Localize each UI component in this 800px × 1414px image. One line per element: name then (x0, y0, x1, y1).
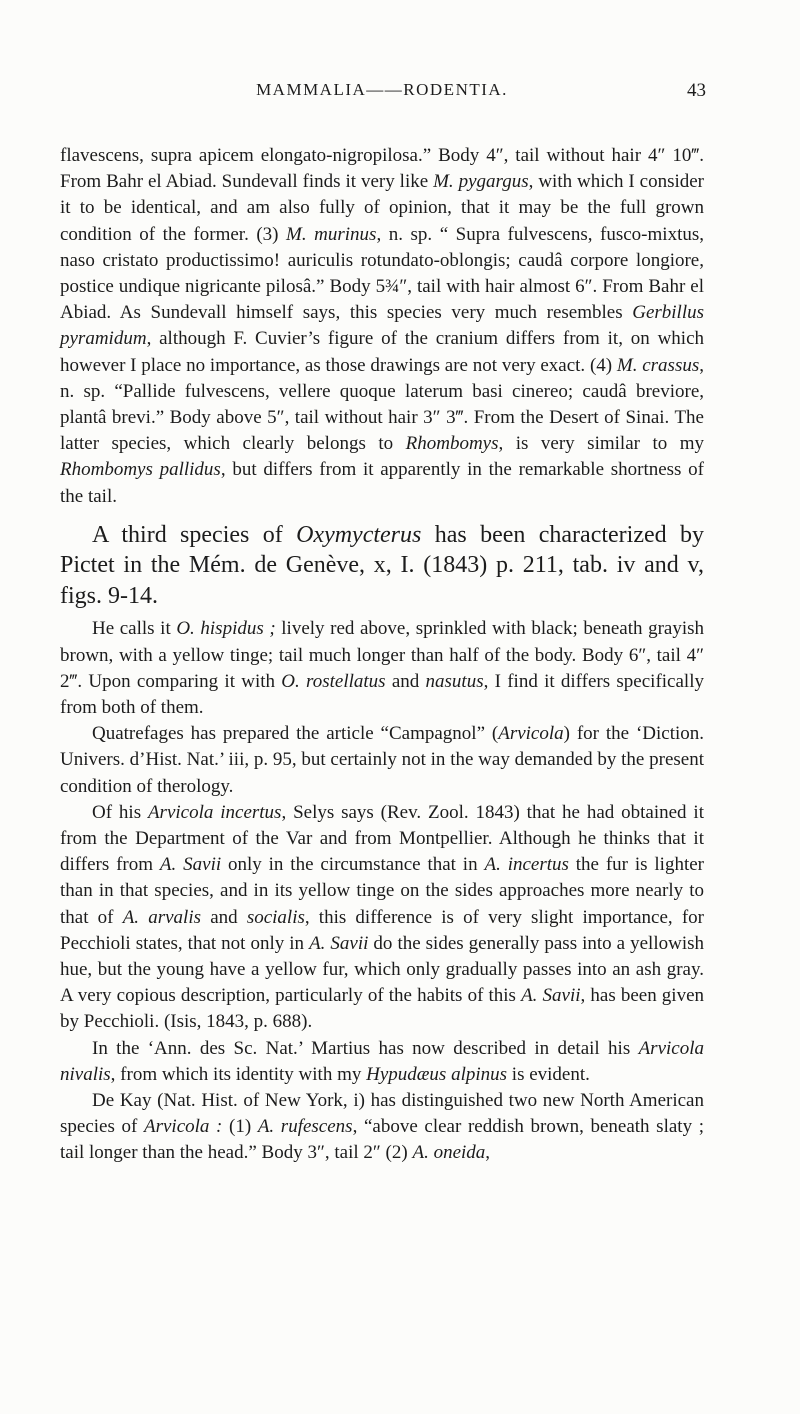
text-run: only in the circumstance that in (221, 854, 485, 876)
text-run: He calls it (92, 618, 177, 640)
italic-term: A. rufescens (257, 1116, 353, 1138)
italic-term: Arvicola : (143, 1116, 223, 1138)
paragraph-quatrefages (60, 721, 704, 800)
italic-term: A. arvalis (122, 906, 202, 928)
italic-term: Rhombomys (405, 433, 499, 455)
text-run: , “above clear reddish brown, beneath slaty ; tail longer than the head.” Body 3″, tail 2″ (2) (60, 1116, 704, 1164)
text-run: De Kay (Nat. Hist. of New York, i) has distinguished two new North American species of (60, 1090, 704, 1138)
text-run: , has been given by Pecchioli. (Isis, 1843, p. 688). (60, 985, 705, 1033)
italic-term: nasutus (425, 670, 484, 692)
text-run: Quatrefages has prepared the article “Campagnol” ( (92, 723, 499, 745)
text-run: the fur is lighter than in that species, and in its yellow tinge on the sides approaches more nearly to that of (60, 854, 705, 928)
text-run: , but differs from it apparently in the remarkable shortness of the tail. (60, 459, 705, 507)
text-run: Of his (92, 801, 148, 823)
paragraph-de-kay (60, 1088, 704, 1167)
text-run: , I find it differs specifically from both of them. (60, 670, 704, 718)
italic-term: Arvicola incertus (147, 801, 282, 823)
italic-term: M. crassus (616, 354, 700, 376)
text-run: , n. sp. “Pallide fulvescens, vellere quoque laterum basi cinereo; caudâ breviore, plantâ brevi.” Body above 5″, tail without hair 3″ 3‴. From the Desert of Sinai. The latter species, which clearly belongs to (60, 354, 704, 455)
italic-term: O. hispidus ; (176, 618, 276, 640)
text-run: and (201, 906, 247, 928)
italic-term: A. oneida (412, 1142, 486, 1164)
text-run: , Selys says (Rev. Zool. 1843) that he had obtained it from the Department of the Var and from Montpellier. Although he thinks that it differs from (60, 801, 704, 876)
italic-term: Hypudæus alpinus (366, 1063, 508, 1085)
paragraph-arvicola-incertus (60, 800, 704, 1036)
paragraph-oxymycterus-hispidus (60, 616, 704, 721)
text-run: , n. sp. “ Supra fulvescens, fusco-mixtus, naso cristato productissimo! auriculis rotundato-oblongis; caudâ corpore longiore, postice undique nigricante pilosâ.” Body 5¾″, tail with hair almost 6″. From Bahr el Abiad. As Sundevall himself says, this species very much resembles (60, 223, 704, 324)
text-run: In the ‘Ann. des Sc. Nat.’ Martius has now described in detail his (92, 1037, 639, 1059)
text-run: , this difference is of very slight importance, for Pecchioli states, that not only in (60, 906, 705, 954)
italic-term: Arvicola (498, 723, 564, 745)
text-run: , is very similar to my (498, 433, 704, 455)
text-run: (1) (222, 1116, 258, 1138)
italic-term: Rhombomys pallidus (60, 459, 221, 481)
text-run: A third species of (92, 521, 297, 548)
text-run: and (385, 670, 426, 692)
text-run: , with which I consider it to be identical, and am also fully of opinion, that it may be the full grown condition of the former. (3) (60, 171, 705, 245)
italic-term: A. Savii (309, 932, 369, 954)
text-run: lively red above, sprinkled with black; beneath grayish brown, with a yellow tinge; tail much longer than half of the body. Body 6″, tail 4″ 2‴. Upon comparing it with (60, 618, 705, 692)
text-run: do the sides generally pass into a yellowish hue, but the young have a yellow fur, which only gradually passes into an ash gray. A very copious description, particularly of the habits of this (60, 932, 704, 1007)
text-run: has been characterized by Pictet in the Mém. de Genève, x, I. (1843) p. 211, tab. iv and v, figs. 9-14. (60, 521, 704, 609)
running-title: MAMMALIA——RODENTIA. (256, 80, 508, 99)
text-run: is evident. (507, 1063, 590, 1085)
text-run: , from which its identity with my (110, 1063, 367, 1085)
page-header (60, 80, 704, 110)
italic-term: Arvicola nivalis (60, 1037, 704, 1085)
italic-term: Oxymycterus (296, 521, 422, 548)
text-run: , (485, 1142, 491, 1164)
text-run: flavescens, supra apicem elongato-nigropilosa.” Body 4″, tail without hair 4″ 10‴. From Bahr el Abiad. Sundevall finds it very like (60, 145, 704, 193)
section-heading-paragraph (60, 520, 704, 612)
italic-term: socialis (246, 906, 305, 928)
italic-term: M. pygargus (433, 171, 529, 193)
paragraph-continued (60, 143, 704, 510)
text-run: , although F. Cuvier’s figure of the cranium differs from it, on which however I place no importance, as those drawings are not very exact. (4) (60, 328, 704, 376)
italic-term: A. Savii (159, 854, 222, 876)
italic-term: A. Savii (521, 985, 581, 1007)
italic-term: O. rostellatus (281, 670, 386, 692)
text-run: ) for the ‘Diction. Univers. d’Hist. Nat.’ iii, p. 95, but certainly not in the way demanded by the present condition of therology. (60, 723, 705, 797)
italic-term: Gerbillus pyramidum (60, 302, 704, 350)
italic-term: M. murinus (286, 223, 377, 245)
italic-term: A. incertus (484, 854, 569, 876)
paragraph-arvicola-nivalis (60, 1036, 704, 1088)
page-number: 43 (687, 80, 706, 101)
body-text (60, 143, 704, 1167)
